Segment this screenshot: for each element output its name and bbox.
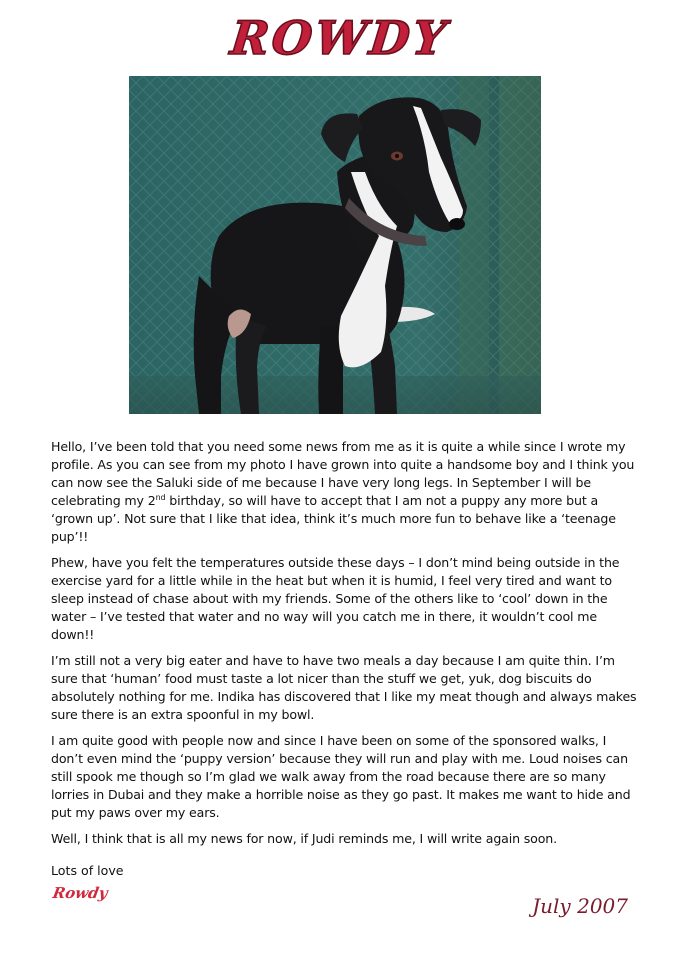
letter-paragraph-2: Phew, have you felt the temperatures outside these days – I don’t mind being outside in the exercise yard for a little while in the heat but when it is humid, I feel very tired and want to sleep instead of chase about with my friends. Some of the others like to ‘cool’ down in the water – I’ve tested that water and no way will you catch me in there, it wouldn’t cool me down!! [51, 555, 620, 642]
paragraph-1-text-end: birthday, so will have to accept that I am not a puppy any more but a ‘grown up’. Not sure that I like that idea, think it’s much more fun to behave like a ‘teenage pup’!! [51, 493, 616, 544]
signature-text: Rowdy [51, 884, 110, 902]
letter-body [51, 438, 641, 856]
letter-paragraph-5: Well, I think that is all my news for now, if Judi reminds me, I will write again soon. [51, 831, 557, 846]
title-heading [0, 4, 680, 66]
ordinal-suffix: nd [155, 492, 166, 502]
dog-photo [129, 76, 541, 414]
closing-line: Lots of love [51, 863, 124, 878]
letter-paragraph-4: I am quite good with people now and since I have been on some of the sponsored walks, I don’t even mind the ‘puppy version’ because they will run and play with me. Loud noises can still spook me though so I’m glad we walk away from the road because there are so many lorries in Dubai and they make a horrible noise as they go past. It makes me want to hide and put my paws over my ears. [51, 733, 631, 820]
title-text: ROWDY [228, 11, 452, 65]
paragraph-1-text: Hello, I’ve been told that you need some news from me as it is quite a while since I wrote my profile. As you can see from my photo I have grown into quite a handsome boy and I think you can now see the Saluki side of me because I have very long legs. In September I will be celebrating my 2 [51, 439, 635, 508]
letter-date: July 2007 [532, 894, 628, 918]
letter-paragraph-1 [51, 438, 641, 546]
letter-paragraph-3: I’m still not a very big eater and have to have two meals a day because I am quite thin. I’m sure that ‘human’ food must taste a lot nicer than the stuff we get, yuk, dog biscuits do absolutely nothing for me. Indika has discovered that I like my meat though and always makes sure there is an extra spoonful in my bowl. [51, 653, 637, 722]
signature [50, 880, 170, 906]
